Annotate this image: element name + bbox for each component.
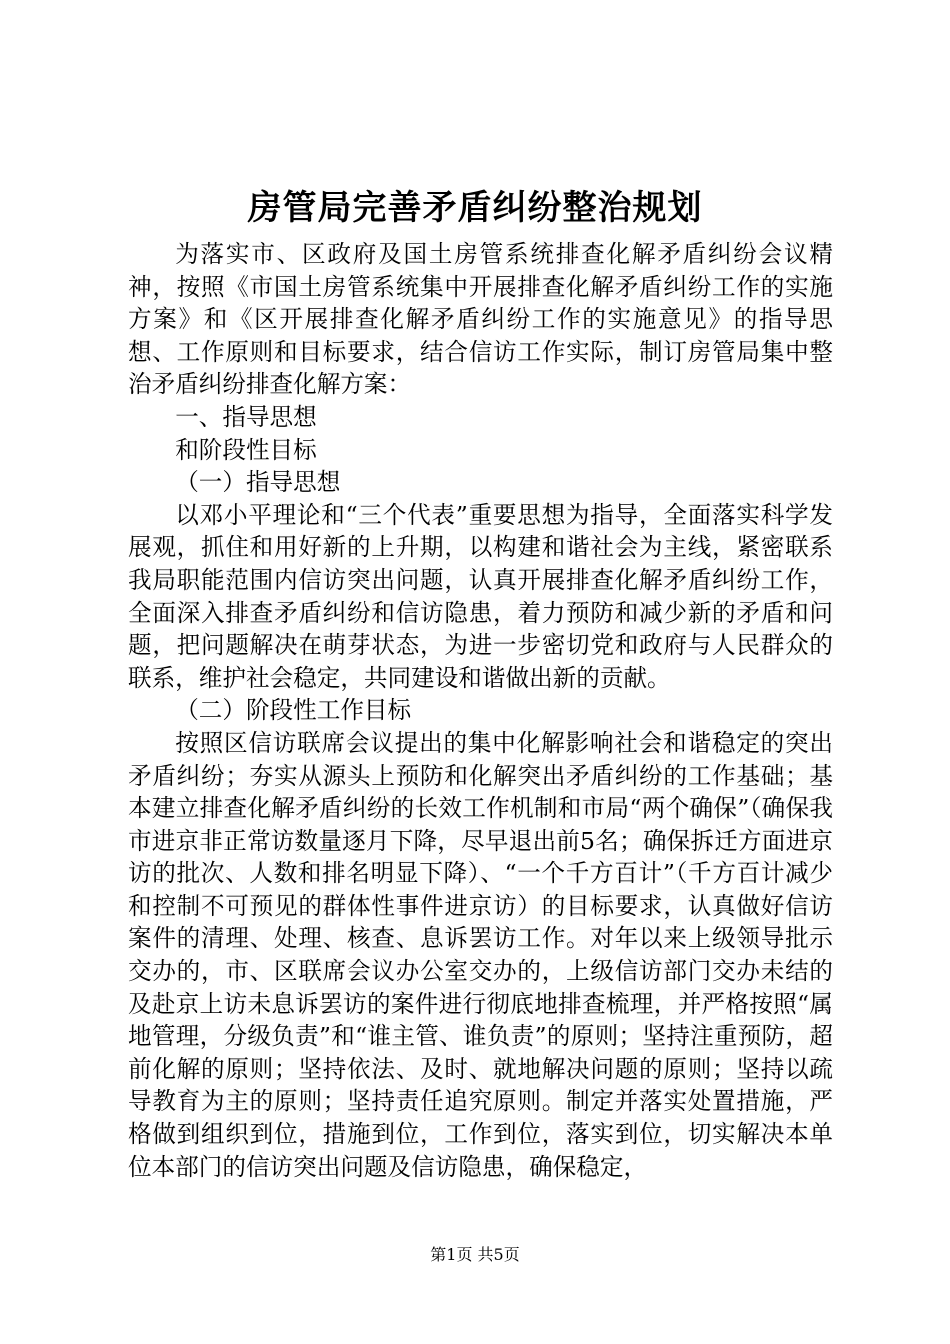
page-footer: 第1页 共5页 bbox=[430, 1245, 520, 1264]
stage-goals-paragraph: 按照区信访联席会议提出的集中化解影响社会和谐稳定的突出矛盾纠纷；夯实从源头上预防和化解突出矛盾纠纷的工作基础；基本建立排查化解矛盾纠纷的长效工作机制和市局“两个确保”（确保我市进京非正常访数量逐月下降，尽早退出前5名；确保拆迁方面进京访的批次、人数和排名明显下降）、“一个千方百计”（千方百计减少和控制不可预见的群体性事件进京访）的目标要求，认真做好信访案件的清理、处理、核查、息诉罢访工作。对年以来上级领导批示交办的，市、区联席会议办公室交办的，上级信访部门交办未结的及赴京上访未息诉罢访的案件进行彻底地排查梳理，并严格按照“属地管理，分级负责”和“谁主管、谁负责”的原则；坚持注重预防，超前化解的原则；坚持依法、及时、就地解决问题的原则；坚持以疏导教育为主的原则；坚持责任追究原则。制定并落实处置措施，严格做到组织到位，措施到位，工作到位，落实到位，切实解决本单位本部门的信访突出问题及信访隐患，确保稳定， bbox=[128, 728, 833, 1181]
document-title: 房管局完善矛盾纠纷整治规划 bbox=[247, 188, 703, 228]
intro-paragraph: 为落实市、区政府及国土房管系统排查化解矛盾纠纷会议精神，按照《市国土房管系统集中开展排查化解矛盾纠纷工作的实施方案》和《区开展排查化解矛盾纠纷工作的实施意见》的指导思想、工作原则和目标要求，结合信访工作实际，制订房管局集中整治矛盾纠纷排查化解方案： bbox=[128, 240, 833, 399]
document-body bbox=[128, 238, 833, 1183]
guiding-ideology-paragraph: 以邓小平理论和“三个代表”重要思想为指导，全面落实科学发展观，抓住和用好新的上升期，以构建和谐社会为主线，紧密联系我局职能范围内信访突出问题，认真开展排查化解矛盾纠纷工作，全面深入排查矛盾纠纷和信访隐患，着力预防和减少新的矛盾和问题，把问题解决在萌芽状态，为进一步密切党和政府与人民群众的联系，维护社会稳定，共同建设和谐做出新的贡献。 bbox=[128, 500, 833, 692]
subsection-heading-2: （二）阶段性工作目标 bbox=[175, 696, 412, 725]
section-heading-1: 一、指导思想 bbox=[175, 402, 317, 431]
subsection-heading-1: （一）指导思想 bbox=[175, 468, 341, 497]
section-heading-1-continued: 和阶段性目标 bbox=[175, 435, 317, 464]
